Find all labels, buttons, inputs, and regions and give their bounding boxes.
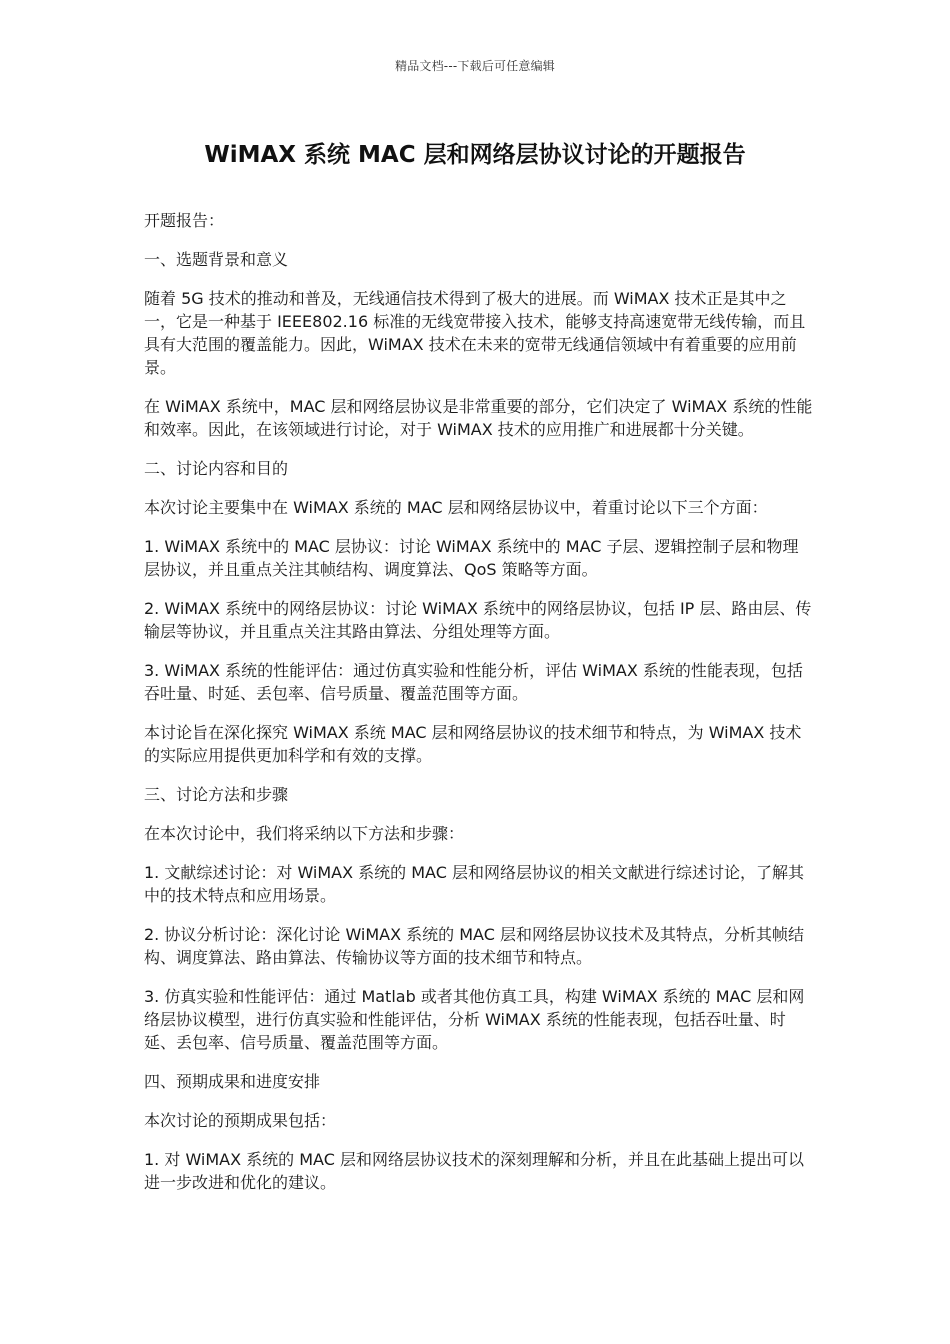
section-heading-1: 一、选题背景和意义 — [144, 250, 289, 269]
paragraph: 在 WiMAX 系统中，MAC 层和网络层协议是非常重要的部分，它们决定了 WiMAX 系统的性能和效率。因此，在该领域进行讨论，对于 WiMAX 技术的应用推广和进展都十分关键。 — [144, 397, 813, 439]
list-item: 2. 协议分析讨论：深化讨论 WiMAX 系统的 MAC 层和网络层协议技术及其特点，分析其帧结构、调度算法、路由算法、传输协议等方面的技术细节和特点。 — [144, 925, 804, 967]
paragraph: 在本次讨论中，我们将采纳以下方法和步骤： — [144, 824, 465, 843]
paragraph-intro-label: 开题报告： — [144, 211, 225, 230]
list-item: 1. 对 WiMAX 系统的 MAC 层和网络层协议技术的深刻理解和分析，并且在此基础上提出可以进一步改进和优化的建议。 — [144, 1150, 804, 1192]
list-item: 1. WiMAX 系统中的 MAC 层协议：讨论 WiMAX 系统中的 MAC 子层、逻辑控制子层和物理层协议，并且重点关注其帧结构、调度算法、QoS 策略等方面。 — [144, 537, 799, 579]
paragraph: 本次讨论主要集中在 WiMAX 系统的 MAC 层和网络层协议中，着重讨论以下三个方面： — [144, 498, 768, 517]
section-heading-4: 四、预期成果和进度安排 — [144, 1072, 321, 1091]
list-item: 1. 文献综述讨论：对 WiMAX 系统的 MAC 层和网络层协议的相关文献进行综述讨论，了解其中的技术特点和应用场景。 — [144, 863, 804, 905]
page-header: 精品文档---下载后可任意编辑 — [395, 59, 555, 73]
section-heading-3: 三、讨论方法和步骤 — [144, 785, 289, 804]
paragraph: 本讨论旨在深化探究 WiMAX 系统 MAC 层和网络层协议的技术细节和特点，为 WiMAX 技术的实际应用提供更加科学和有效的支撑。 — [144, 723, 802, 765]
document-body — [144, 209, 814, 1210]
paragraph: 随着 5G 技术的推动和普及，无线通信技术得到了极大的进展。而 WiMAX 技术正是其中之一，它是一种基于 IEEE802.16 标准的无线宽带接入技术，能够支持高速宽带无线传输，而且具有大范围的覆盖能力。因此，WiMAX 技术在未来的宽带无线通信领域中有着重要的应用前景。 — [144, 289, 806, 377]
list-item: 3. 仿真实验和性能评估：通过 Matlab 或者其他仿真工具，构建 WiMAX 系统的 MAC 层和网络层协议模型，进行仿真实验和性能评估，分析 WiMAX 系统的性能表现，包括吞吐量、时延、丢包率、信号质量、覆盖范围等方面。 — [144, 987, 805, 1052]
section-heading-2: 二、讨论内容和目的 — [144, 459, 289, 478]
list-item: 3. WiMAX 系统的性能评估：通过仿真实验和性能分析，评估 WiMAX 系统的性能表现，包括吞吐量、时延、丢包率、信号质量、覆盖范围等方面。 — [144, 661, 803, 703]
paragraph: 本次讨论的预期成果包括： — [144, 1111, 337, 1130]
list-item: 2. WiMAX 系统中的网络层协议：讨论 WiMAX 系统中的网络层协议，包括 IP 层、路由层、传输层等协议，并且重点关注其路由算法、分组处理等方面。 — [144, 599, 812, 641]
document-title: WiMAX 系统 MAC 层和网络层协议讨论的开题报告 — [204, 142, 746, 168]
